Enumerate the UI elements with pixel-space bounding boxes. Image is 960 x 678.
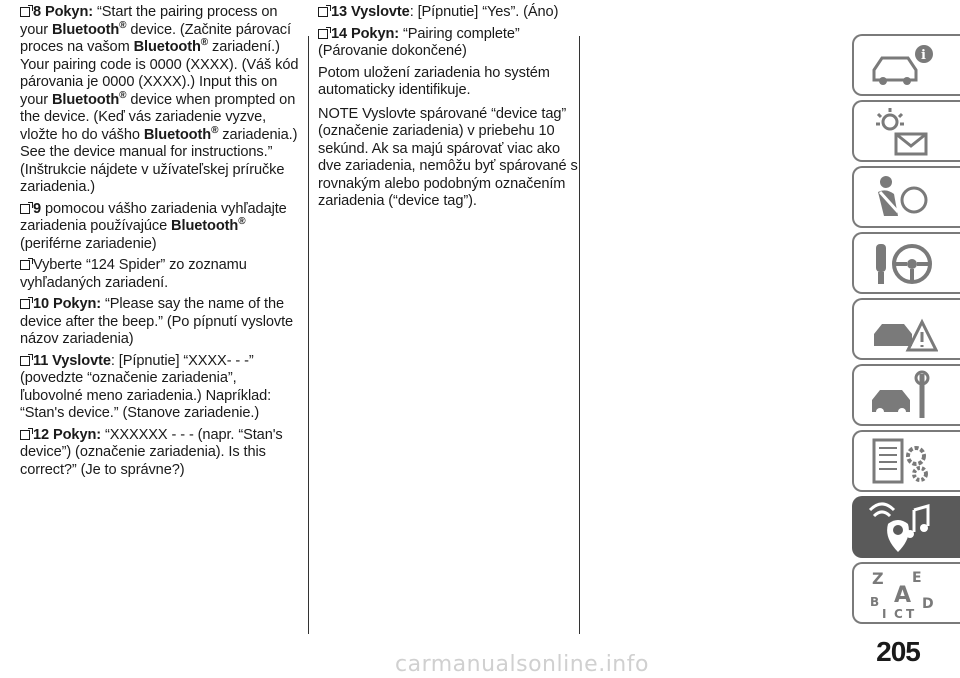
checkbox-icon [20, 204, 30, 214]
column-divider [579, 36, 580, 634]
breakdown-warning-icon [868, 304, 938, 356]
svg-text:B: B [870, 595, 880, 609]
svg-text:I: I [882, 607, 887, 620]
svg-text:C: C [894, 607, 903, 620]
svg-text:i: i [921, 48, 926, 63]
right-column [318, 4, 580, 217]
step-14: 14 Pokyn: “Pairing complete” (Párovanie dokončené) [318, 25, 520, 59]
watermark: carmanualsonline.info [395, 652, 649, 677]
checkbox-icon [20, 260, 30, 270]
tab-index[interactable] [852, 562, 960, 624]
car-service-icon [868, 370, 938, 422]
tab-safety[interactable] [852, 166, 960, 228]
warning-lights-icon [868, 106, 938, 158]
step-10: 10 Pokyn: “Please say the name of the device after the beep.” (Po pípnutí vyslovte názov zariadenia) [20, 296, 294, 347]
step-8: 8 Pokyn: “Start the pairing process on your Bluetooth® device. (Začnite párovací proces na vašom Bluetooth® zariadení.) Your pairing code is 0000 (XXXX). (Váš kód párovania je 0000 (XXXX).) Input this on your Bluetooth® device when prompted on the device. (Keď vás zariadenie vyzve, vložte ho do vášho Bluetooth® zariadenia.) See the device manual for instructions.” (Inštrukcie nájdete v užívateľskej príručke zariadenia.) [20, 4, 299, 195]
tab-starting-driving[interactable] [852, 232, 960, 294]
page-number: 205 [876, 636, 920, 667]
left-column [20, 4, 302, 483]
specifications-icon [868, 436, 938, 488]
key-steering-icon [868, 238, 938, 290]
step-13: 13 Vyslovte: [Pípnutie] “Yes”. (Áno) [318, 4, 580, 22]
checkbox-icon [20, 7, 30, 17]
index-icon [868, 568, 938, 620]
checkbox-icon [318, 7, 328, 17]
step-9b: Vyberte “124 Spider” zo zoznamu vyhľadaných zariadení. [20, 257, 247, 291]
checkbox-icon [318, 29, 328, 39]
svg-text:T: T [906, 607, 915, 620]
multimedia-icon [868, 502, 938, 554]
seatbelt-airbag-icon [868, 172, 938, 224]
tab-warning-lights[interactable] [852, 100, 960, 162]
svg-text:D: D [922, 596, 934, 612]
step-9: 9 pomocou vášho zariadenia vyhľadajte zariadenia používajúce Bluetooth® (periférne zariadenie) [20, 200, 287, 252]
checkbox-icon [20, 299, 30, 309]
step-12: 12 Pokyn: “XXXXXX - - - (napr. “Stan's device”) (označenie zariadenia). Is this correct?” (Je to správne?) [20, 426, 283, 478]
tab-maintenance[interactable] [852, 364, 960, 426]
tab-multimedia[interactable] [852, 496, 960, 558]
paragraph-note: NOTE Vyslovte spárované “device tag” (označenie zariadenia) v priebehu 10 sekúnd. Ak sa majú spárovať viac ako dve zariadenia, nemôžu byť spárované s rovnakým alebo podobným označením zariadenia (“device tag”). [318, 105, 578, 209]
svg-text:Z: Z [872, 569, 884, 588]
car-info-icon [868, 40, 938, 92]
paragraph-auto-identify: Potom uložení zariadenia ho systém automaticky identifikuje. [318, 64, 550, 98]
svg-text:A: A [894, 583, 912, 608]
checkbox-icon [20, 356, 30, 366]
checkbox-icon [20, 430, 30, 440]
step-11: 11 Vyslovte: [Pípnutie] “XXXX- - -” (povedzte “označenie zariadenia”, ľubovolné meno zariadenia.) Napríklad: “Stan's device.” (Stanove zariadenie.) [20, 352, 272, 421]
column-divider [308, 36, 309, 634]
tab-specifications[interactable] [852, 430, 960, 492]
svg-text:E: E [912, 570, 922, 586]
tab-car-info[interactable] [852, 34, 960, 96]
tab-emergency[interactable] [852, 298, 960, 360]
